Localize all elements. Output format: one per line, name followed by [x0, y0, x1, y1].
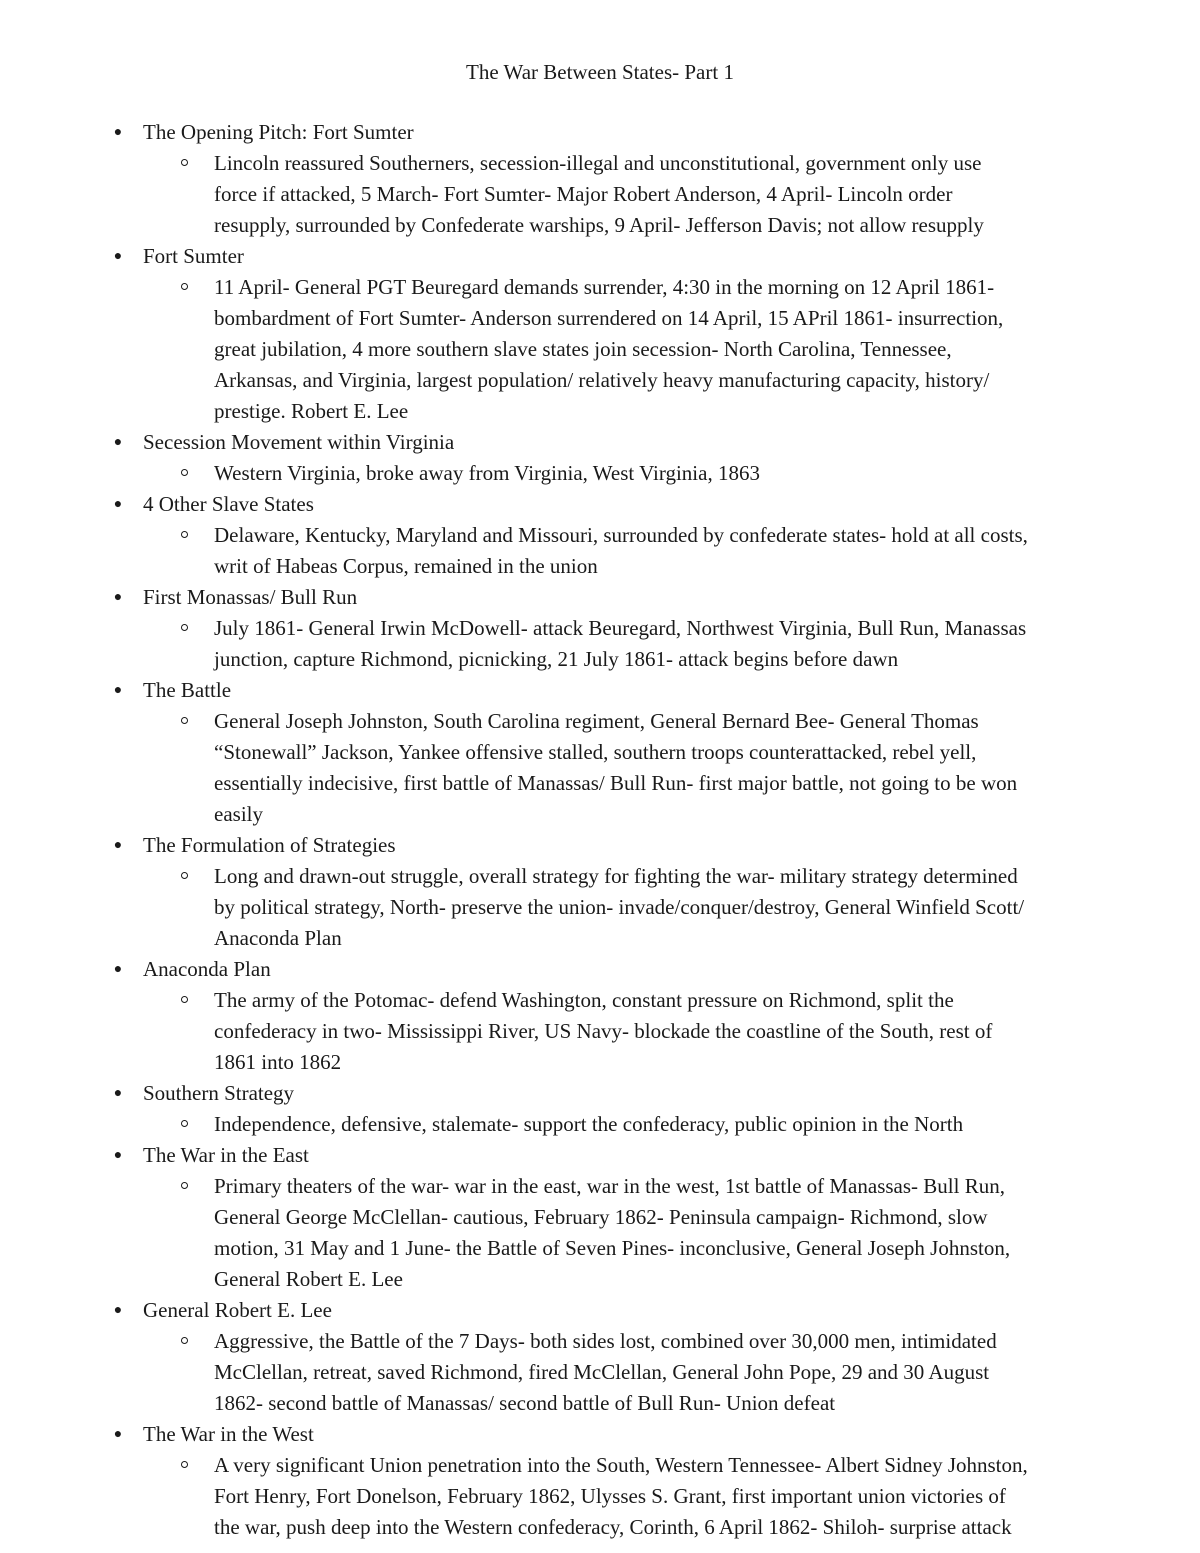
bullet-dot-icon: ● [113, 838, 123, 853]
sub-list [0, 861, 1200, 954]
bullet-circle-icon [181, 1182, 188, 1189]
sub-item-line: Western Virginia, broke away from Virginia, West Virginia, 1863 [214, 461, 760, 485]
sub-list [0, 985, 1200, 1078]
sub-list [0, 706, 1200, 830]
outline-list [0, 117, 1200, 1543]
outline-heading: Secession Movement within Virginia [143, 430, 455, 454]
sub-item [0, 148, 1200, 241]
sub-item-line: resupply, surrounded by Confederate warships, 9 April- Jefferson Davis; not allow resupply [214, 213, 984, 237]
sub-item-line: Fort Henry, Fort Donelson, February 1862, Ulysses S. Grant, first important union victories of [214, 1484, 1006, 1508]
outline-heading-row [0, 582, 1200, 613]
sub-item-line: motion, 31 May and 1 June- the Battle of Seven Pines- inconclusive, General Joseph Johnston, [214, 1236, 1011, 1260]
sub-item [0, 1450, 1200, 1543]
sub-item [0, 1171, 1200, 1295]
sub-list [0, 520, 1200, 582]
document-title: The War Between States- Part 1 [466, 60, 734, 84]
outline-heading-row [0, 427, 1200, 458]
sub-item-line: easily [214, 802, 263, 826]
sub-item [0, 985, 1200, 1078]
sub-item-line: junction, capture Richmond, picnicking, 21 July 1861- attack begins before dawn [214, 647, 899, 671]
sub-item-line: the war, push deep into the Western confederacy, Corinth, 6 April 1862- Shiloh- surprise attack [214, 1515, 1012, 1539]
bullet-circle-icon [181, 283, 188, 290]
outline-item [0, 954, 1200, 1078]
sub-item-line: 1861 into 1862 [214, 1050, 342, 1074]
sub-item-line: The army of the Potomac- defend Washington, constant pressure on Richmond, split the [214, 988, 954, 1012]
bullet-circle-icon [181, 1120, 188, 1127]
sub-item-line: Long and drawn-out struggle, overall strategy for fighting the war- military strategy determined [214, 864, 1018, 888]
outline-heading: First Monassas/ Bull Run [143, 585, 358, 609]
sub-list [0, 272, 1200, 427]
sub-list [0, 1326, 1200, 1419]
bullet-circle-icon [181, 717, 188, 724]
outline-heading-row [0, 1078, 1200, 1109]
outline-heading-row [0, 241, 1200, 272]
outline-heading: The War in the East [143, 1143, 309, 1167]
sub-item-line: Anaconda Plan [214, 926, 342, 950]
outline-heading-row [0, 954, 1200, 985]
bullet-circle-icon [181, 624, 188, 631]
bullet-circle-icon [181, 1337, 188, 1344]
sub-item [0, 613, 1200, 675]
bullet-dot-icon: ● [113, 1303, 123, 1318]
sub-list [0, 1109, 1200, 1140]
bullet-dot-icon: ● [113, 1427, 123, 1442]
outline-heading: The War in the West [143, 1422, 314, 1446]
sub-item-line: great jubilation, 4 more southern slave states join secession- North Carolina, Tennessee, [214, 337, 952, 361]
outline-heading-row [0, 675, 1200, 706]
outline-heading: Fort Sumter [143, 244, 244, 268]
sub-item-line: Primary theaters of the war- war in the east, war in the west, 1st battle of Manassas- Bull Run, [214, 1174, 1005, 1198]
sub-item-line: “Stonewall” Jackson, Yankee offensive stalled, southern troops counterattacked, rebel yell, [214, 740, 977, 764]
bullet-dot-icon: ● [113, 1086, 123, 1101]
bullet-circle-icon [181, 531, 188, 538]
sub-item [0, 458, 1200, 489]
outline-item [0, 675, 1200, 830]
outline-heading: General Robert E. Lee [143, 1298, 332, 1322]
sub-item [0, 1109, 1200, 1140]
sub-item-line: bombardment of Fort Sumter- Anderson surrendered on 14 April, 15 APril 1861- insurrection, [214, 306, 1004, 330]
sub-item-line: force if attacked, 5 March- Fort Sumter- Major Robert Anderson, 4 April- Lincoln order [214, 182, 953, 206]
sub-item-line: essentially indecisive, first battle of Manassas/ Bull Run- first major battle, not going to be won [214, 771, 1018, 795]
sub-item [0, 272, 1200, 427]
sub-list [0, 613, 1200, 675]
sub-item-line: General Joseph Johnston, South Carolina regiment, General Bernard Bee- General Thomas [214, 709, 979, 733]
outline-item [0, 241, 1200, 427]
sub-item [0, 1326, 1200, 1419]
outline-item [0, 117, 1200, 241]
sub-item-line: Delaware, Kentucky, Maryland and Missouri, surrounded by confederate states- hold at all costs, [214, 523, 1028, 547]
sub-item-line: Aggressive, the Battle of the 7 Days- both sides lost, combined over 30,000 men, intimidated [214, 1329, 997, 1353]
bullet-circle-icon [181, 996, 188, 1003]
bullet-dot-icon: ● [113, 683, 123, 698]
sub-item [0, 706, 1200, 830]
outline-heading: 4 Other Slave States [143, 492, 314, 516]
sub-item-line: General George McClellan- cautious, February 1862- Peninsula campaign- Richmond, slow [214, 1205, 988, 1229]
bullet-circle-icon [181, 159, 188, 166]
sub-item-line: confederacy in two- Mississippi River, US Navy- blockade the coastline of the South, rest of [214, 1019, 993, 1043]
outline-heading-row [0, 1419, 1200, 1450]
outline-item [0, 582, 1200, 675]
sub-item-line: Lincoln reassured Southerners, secession-illegal and unconstitutional, government only use [214, 151, 982, 175]
sub-item-line: 11 April- General PGT Beuregard demands surrender, 4:30 in the morning on 12 April 1861- [214, 275, 995, 299]
bullet-dot-icon: ● [113, 590, 123, 605]
outline-heading-row [0, 117, 1200, 148]
outline-item [0, 1140, 1200, 1295]
sub-list [0, 1450, 1200, 1543]
outline-heading: The Opening Pitch: Fort Sumter [143, 120, 414, 144]
sub-item-line: 1862- second battle of Manassas/ second battle of Bull Run- Union defeat [214, 1391, 836, 1415]
outline-heading: The Battle [143, 678, 232, 702]
bullet-dot-icon: ● [113, 497, 123, 512]
sub-item-line: A very significant Union penetration into the South, Western Tennessee- Albert Sidney Johnston, [214, 1453, 1028, 1477]
outline-heading: Anaconda Plan [143, 957, 271, 981]
outline-item [0, 830, 1200, 954]
sub-item-line: Arkansas, and Virginia, largest population/ relatively heavy manufacturing capacity, history/ [214, 368, 990, 392]
bullet-circle-icon [181, 469, 188, 476]
sub-list [0, 458, 1200, 489]
outline-item [0, 1419, 1200, 1543]
outline-item [0, 1078, 1200, 1140]
outline-item [0, 1295, 1200, 1419]
sub-item [0, 520, 1200, 582]
outline-heading: The Formulation of Strategies [143, 833, 396, 857]
outline-heading-row [0, 830, 1200, 861]
bullet-dot-icon: ● [113, 435, 123, 450]
sub-list [0, 148, 1200, 241]
sub-item-line: July 1861- General Irwin McDowell- attack Beuregard, Northwest Virginia, Bull Run, Manassas [214, 616, 1027, 640]
outline-heading: Southern Strategy [143, 1081, 295, 1105]
outline-item [0, 427, 1200, 489]
bullet-dot-icon: ● [113, 125, 123, 140]
outline-heading-row [0, 1140, 1200, 1171]
sub-item-line: writ of Habeas Corpus, remained in the union [214, 554, 598, 578]
outline-heading-row [0, 489, 1200, 520]
sub-list [0, 1171, 1200, 1295]
bullet-circle-icon [181, 1461, 188, 1468]
bullet-dot-icon: ● [113, 249, 123, 264]
sub-item-line: by political strategy, North- preserve the union- invade/conquer/destroy, General Winfield Scott/ [214, 895, 1025, 919]
sub-item-line: General Robert E. Lee [214, 1267, 403, 1291]
bullet-circle-icon [181, 872, 188, 879]
bullet-dot-icon: ● [113, 1148, 123, 1163]
sub-item [0, 861, 1200, 954]
outline-heading-row [0, 1295, 1200, 1326]
sub-item-line: Independence, defensive, stalemate- support the confederacy, public opinion in the North [214, 1112, 964, 1136]
outline-item [0, 489, 1200, 582]
sub-item-line: prestige. Robert E. Lee [214, 399, 409, 423]
bullet-dot-icon: ● [113, 962, 123, 977]
sub-item-line: McClellan, retreat, saved Richmond, fired McClellan, General John Pope, 29 and 30 August [214, 1360, 990, 1384]
